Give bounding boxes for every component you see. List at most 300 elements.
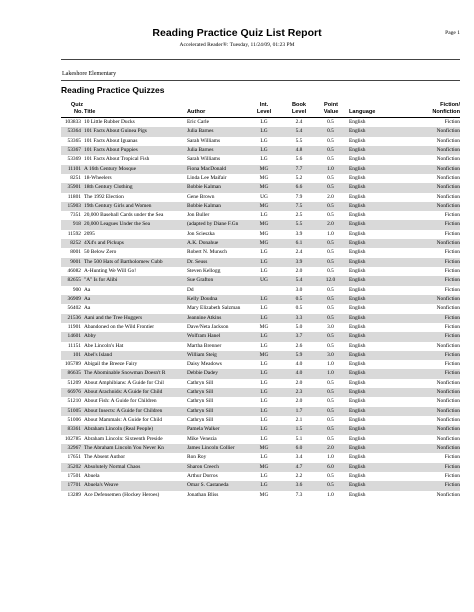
language-cell: English xyxy=(349,323,366,330)
point-value-cell: 0.5 xyxy=(327,174,334,181)
author-cell: Sarah Williams xyxy=(187,137,221,144)
title-cell: About Arachnids: A Guide for Child xyxy=(84,389,163,396)
language-cell: English xyxy=(349,417,366,423)
point-value-cell: 0.5 xyxy=(327,128,334,135)
book-level-cell: 5.5 xyxy=(295,137,303,144)
fiction-cell: Fiction xyxy=(444,286,460,293)
book-level-cell: 2.5 xyxy=(295,212,303,219)
table-row xyxy=(61,174,460,183)
point-value-cell: 2.0 xyxy=(327,193,334,200)
int-level-cell: LG xyxy=(260,342,268,349)
point-value-cell: 0.5 xyxy=(327,398,334,405)
quiz-table xyxy=(61,95,460,500)
author-cell: Robert N. Munsch xyxy=(187,249,227,256)
language-cell: English xyxy=(349,146,366,153)
fiction-cell: Fiction xyxy=(444,212,460,219)
int-level-cell: LG xyxy=(260,295,268,302)
author-cell: Linda Lee Maifair xyxy=(187,174,227,181)
author-cell: Kelly Doudna xyxy=(187,295,218,302)
table-row xyxy=(61,193,460,202)
author-cell: Gene Brown xyxy=(187,193,215,200)
language-cell: English xyxy=(349,491,366,498)
fiction-cell: Fiction xyxy=(444,230,460,237)
int-level-cell: LG xyxy=(260,379,268,386)
table-row xyxy=(61,211,460,220)
fiction-cell: Fiction xyxy=(444,361,460,368)
quiz-no-cell: 9001 xyxy=(70,258,81,265)
quiz-no-cell: 82655 xyxy=(67,277,81,284)
int-level-cell: MG xyxy=(259,463,269,470)
int-level-cell: LG xyxy=(260,482,268,489)
fiction-cell: Fiction xyxy=(444,314,460,321)
fiction-cell: Nonfiction xyxy=(436,389,460,396)
table-row xyxy=(61,491,460,500)
author-cell: Debbie Dadey xyxy=(187,370,218,377)
table-row xyxy=(61,230,460,239)
title-cell: 2095 xyxy=(84,230,95,237)
language-cell: English xyxy=(349,389,366,396)
author-cell: Fiona MacDonald xyxy=(187,165,227,172)
int-level-cell: LG xyxy=(260,212,268,219)
table-row xyxy=(61,127,460,136)
author-cell: Daisy Meadows xyxy=(187,361,222,368)
point-value-cell: 3.0 xyxy=(327,351,334,358)
table-row xyxy=(61,248,460,257)
quiz-no-cell: 8001 xyxy=(70,249,81,256)
quiz-no-cell: 17501 xyxy=(67,472,81,479)
author-cell: Bobbie Kalman xyxy=(187,202,221,209)
author-cell: Cathryn Sill xyxy=(187,407,214,414)
author-cell: Jonathan Bliss xyxy=(187,491,219,498)
int-level-cell: LG xyxy=(260,314,268,321)
quiz-no-cell: 86635 xyxy=(67,370,81,377)
title-cell: The Absent Author xyxy=(84,454,126,461)
quiz-no-cell: 83361 xyxy=(67,426,81,433)
report-subtitle: Accelerated Reader®: Tuesday, 11/24/09, 01:23 PM xyxy=(179,42,295,48)
book-level-cell: 6.0 xyxy=(295,444,303,451)
title-cell: Aani and the Tree Huggers xyxy=(84,314,143,321)
point-value-cell: 0.5 xyxy=(327,389,334,396)
point-value-cell: 0.5 xyxy=(327,258,334,265)
quiz-no-cell: 900 xyxy=(72,286,81,293)
quiz-no-cell: 17701 xyxy=(67,482,81,489)
int-level-cell: LG xyxy=(260,128,268,135)
language-cell: English xyxy=(349,454,366,461)
quiz-no-cell: 101 xyxy=(72,351,81,358)
title-cell: Abuela xyxy=(84,472,100,479)
fiction-cell: Nonfiction xyxy=(436,435,460,442)
table-row xyxy=(61,276,460,285)
col-quiz-no: Quiz No. xyxy=(70,102,83,115)
int-level-cell: LG xyxy=(260,119,268,125)
table-row xyxy=(61,379,460,388)
quiz-no-cell: 53365 xyxy=(67,137,81,144)
table-row xyxy=(61,220,460,229)
table-row xyxy=(61,388,460,397)
fiction-cell: Nonfiction xyxy=(436,398,460,405)
book-level-cell: 3.7 xyxy=(295,333,303,340)
table-header xyxy=(61,95,460,117)
fiction-cell: Nonfiction xyxy=(436,444,460,451)
fiction-cell: Nonfiction xyxy=(436,426,460,433)
int-level-cell: LG xyxy=(260,407,268,414)
page-number: Page 1 xyxy=(445,30,460,36)
table-row xyxy=(61,453,460,462)
table-row xyxy=(61,258,460,267)
author-cell: (adapted by Diane F.Gn xyxy=(187,221,239,228)
book-level-cell: 5.4 xyxy=(295,277,303,284)
quiz-no-cell: 103833 xyxy=(64,119,81,125)
fiction-cell: Nonfiction xyxy=(436,305,460,312)
point-value-cell: 0.5 xyxy=(327,295,334,302)
fiction-cell: Nonfiction xyxy=(436,407,460,414)
title-cell: About Mammals: A Guide for Child xyxy=(84,417,163,423)
language-cell: English xyxy=(349,212,366,219)
author-cell: Pamela Walker xyxy=(187,426,220,433)
language-cell: English xyxy=(349,193,366,200)
table-row xyxy=(61,360,460,369)
int-level-cell: LG xyxy=(260,156,268,163)
int-level-cell: MG xyxy=(259,174,269,181)
table-row xyxy=(61,137,460,146)
fiction-cell: Fiction xyxy=(444,370,460,377)
title-cell: 18th Century Clothing xyxy=(84,184,133,191)
language-cell: English xyxy=(349,202,366,209)
author-cell: Sue Grafton xyxy=(187,277,214,284)
table-row xyxy=(61,332,460,341)
point-value-cell: 0.5 xyxy=(327,305,334,312)
book-level-cell: 2.2 xyxy=(295,472,303,479)
int-level-cell: LG xyxy=(260,333,268,340)
point-value-cell: 0.5 xyxy=(327,249,334,256)
fiction-cell: Fiction xyxy=(444,277,460,284)
table-row xyxy=(61,323,460,332)
fiction-cell: Nonfiction xyxy=(436,491,460,498)
point-value-cell: 0.5 xyxy=(327,184,334,191)
language-cell: English xyxy=(349,305,366,312)
quiz-no-cell: 56402 xyxy=(67,305,81,312)
table-row xyxy=(61,425,460,434)
table-row xyxy=(61,351,460,360)
point-value-cell: 1.0 xyxy=(327,165,334,172)
fiction-cell: Fiction xyxy=(444,323,460,330)
quiz-no-cell: 11151 xyxy=(67,342,81,349)
col-author: Author xyxy=(187,108,206,115)
title-cell: 4X4's and Pickups xyxy=(84,240,124,247)
language-cell: English xyxy=(349,426,366,433)
point-value-cell: 0.5 xyxy=(327,314,334,321)
author-cell: Sharon Creech xyxy=(187,463,219,470)
book-level-cell: 2.3 xyxy=(295,389,303,396)
table-row xyxy=(61,118,460,127)
quiz-no-cell: 53364 xyxy=(67,128,81,135)
int-level-cell: LG xyxy=(260,417,268,423)
language-cell: English xyxy=(349,351,366,358)
quiz-no-cell: 11592 xyxy=(67,230,81,237)
section-title: Reading Practice Quizzes xyxy=(61,85,165,95)
title-cell: 20,000 Baseball Cards under the Sea xyxy=(84,212,164,219)
author-cell: Julia Barnes xyxy=(187,128,214,135)
author-cell: A.K. Donahue xyxy=(187,240,219,247)
title-cell: Ace Defensemen (Hockey Heroes) xyxy=(84,491,160,498)
table-row xyxy=(61,267,460,276)
title-cell: 10 Little Rubber Ducks xyxy=(84,119,135,125)
fiction-cell: Nonfiction xyxy=(436,193,460,200)
fiction-cell: Fiction xyxy=(444,119,460,125)
point-value-cell: 1.0 xyxy=(327,230,334,237)
language-cell: English xyxy=(349,258,366,265)
table-row xyxy=(61,183,460,192)
title-cell: Aa xyxy=(84,295,91,302)
book-level-cell: 7.5 xyxy=(295,202,303,209)
title-cell: Absolutely Normal Chaos xyxy=(84,463,141,470)
author-cell: Jon Buller xyxy=(187,212,210,219)
title-cell: Abby xyxy=(84,333,96,340)
point-value-cell: 0.5 xyxy=(327,426,334,433)
fiction-cell: Fiction xyxy=(444,221,460,228)
language-cell: English xyxy=(349,398,366,405)
quiz-no-cell: 918 xyxy=(72,221,81,228)
table-row xyxy=(61,342,460,351)
book-level-cell: 2.6 xyxy=(295,342,303,349)
book-level-cell: 5.9 xyxy=(295,351,303,358)
author-cell: Dr. Seuss xyxy=(187,258,208,265)
book-level-cell: 2.1 xyxy=(295,417,303,423)
quiz-no-cell: 51209 xyxy=(67,379,81,386)
int-level-cell: MG xyxy=(259,202,269,209)
book-level-cell: 5.1 xyxy=(295,435,303,442)
language-cell: English xyxy=(349,268,366,274)
book-level-cell: 2.4 xyxy=(295,119,303,125)
title-cell: "A" Is for Alibi xyxy=(84,277,118,284)
point-value-cell: 1.0 xyxy=(327,454,334,461)
quiz-no-cell: 7351 xyxy=(70,212,81,219)
book-level-cell: 0.5 xyxy=(295,305,303,312)
fiction-cell: Fiction xyxy=(444,351,460,358)
school-name: Lakeshore Elementary xyxy=(62,71,117,77)
book-level-cell: 1.7 xyxy=(295,407,303,414)
language-cell: English xyxy=(349,463,366,470)
quiz-no-cell: 17651 xyxy=(67,454,81,461)
int-level-cell: LG xyxy=(260,258,268,265)
int-level-cell: LG xyxy=(260,454,268,461)
int-level-cell: LG xyxy=(260,426,268,433)
point-value-cell: 0.5 xyxy=(327,137,334,144)
author-cell: Jon Scieszka xyxy=(187,230,215,237)
fiction-cell: Fiction xyxy=(444,249,460,256)
title-cell: 101 Facts About Guinea Pigs xyxy=(84,128,147,135)
title-cell: 20,000 Leagues Under the Sea xyxy=(84,221,151,228)
language-cell: English xyxy=(349,379,366,386)
point-value-cell: 0.5 xyxy=(327,333,334,340)
author-cell: Cathryn Sill xyxy=(187,417,214,423)
book-level-cell: 2.0 xyxy=(295,268,303,274)
table-row xyxy=(61,416,460,425)
book-level-cell: 2.4 xyxy=(295,249,303,256)
book-level-cell: 6.1 xyxy=(295,240,303,247)
author-cell: Steven Kellogg xyxy=(187,268,221,274)
book-level-cell: 7.9 xyxy=(295,193,303,200)
author-cell: Mike Venezia xyxy=(187,435,217,442)
author-cell: Dave/Neta Jackson xyxy=(187,323,229,330)
fiction-cell: Nonfiction xyxy=(436,342,460,349)
fiction-cell: Fiction xyxy=(444,454,460,461)
table-row xyxy=(61,481,460,490)
book-level-cell: 3.0 xyxy=(295,286,303,293)
language-cell: English xyxy=(349,119,366,125)
table-row xyxy=(61,369,460,378)
author-cell: James Lincoln Collier xyxy=(187,444,235,451)
fiction-cell: Fiction xyxy=(444,333,460,340)
title-cell: Abel's Island xyxy=(84,351,113,358)
fiction-cell: Nonfiction xyxy=(436,240,460,247)
book-level-cell: 5.6 xyxy=(295,156,303,163)
table-row xyxy=(61,286,460,295)
title-cell: 101 Facts About Tropical Fish xyxy=(84,156,150,163)
language-cell: English xyxy=(349,230,366,237)
title-cell: 18-Wheelers xyxy=(84,174,112,181)
language-cell: English xyxy=(349,435,366,442)
fiction-cell: Nonfiction xyxy=(436,128,460,135)
author-cell: Dd xyxy=(187,286,194,293)
language-cell: English xyxy=(349,472,366,479)
book-level-cell: 5.5 xyxy=(295,221,303,228)
col-title: Title xyxy=(84,108,96,115)
point-value-cell: 0.5 xyxy=(327,202,334,209)
table-row xyxy=(61,295,460,304)
int-level-cell: MG xyxy=(259,230,269,237)
fiction-cell: Fiction xyxy=(444,463,460,470)
point-value-cell: 1.0 xyxy=(327,491,334,498)
title-cell: Aa xyxy=(84,305,91,312)
table-row xyxy=(61,304,460,313)
quiz-no-cell: 51005 xyxy=(67,407,81,414)
int-level-cell: MG xyxy=(259,165,269,172)
int-level-cell: MG xyxy=(259,184,269,191)
book-level-cell: 3.9 xyxy=(295,230,303,237)
header-divider xyxy=(61,59,460,60)
book-level-cell: 3.6 xyxy=(295,482,303,489)
point-value-cell: 0.5 xyxy=(327,119,334,125)
quiz-no-cell: 51006 xyxy=(67,417,81,423)
fiction-cell: Nonfiction xyxy=(436,146,460,153)
fiction-cell: Nonfiction xyxy=(436,295,460,302)
int-level-cell: LG xyxy=(260,268,268,274)
fiction-cell: Fiction xyxy=(444,258,460,265)
title-cell: 50 Below Zero xyxy=(84,249,117,256)
title-cell: The 500 Hats of Bartholomew Cubb xyxy=(84,258,163,265)
title-cell: About Amphibians: A Guide for Chil xyxy=(84,379,164,386)
point-value-cell: 0.5 xyxy=(327,286,334,293)
table-row xyxy=(61,165,460,174)
int-level-cell: LG xyxy=(260,435,268,442)
quiz-no-cell: 46082 xyxy=(67,268,81,274)
point-value-cell: 3.0 xyxy=(327,323,334,330)
point-value-cell: 0.5 xyxy=(327,472,334,479)
quiz-no-cell: 8251 xyxy=(70,174,81,181)
point-value-cell: 6.0 xyxy=(327,463,334,470)
title-cell: Abigail the Breeze Fairy xyxy=(84,361,138,368)
book-level-cell: 3.4 xyxy=(295,454,303,461)
language-cell: English xyxy=(349,295,366,302)
author-cell: Cathryn Sill xyxy=(187,389,214,396)
author-cell: Arthur Dorros xyxy=(187,472,218,479)
fiction-cell: Nonfiction xyxy=(436,184,460,191)
language-cell: English xyxy=(349,137,366,144)
book-level-cell: 3.9 xyxy=(295,258,303,265)
language-cell: English xyxy=(349,184,366,191)
language-cell: English xyxy=(349,277,366,284)
title-cell: The Abominable Snowman Doesn't R xyxy=(84,370,166,377)
table-row xyxy=(61,314,460,323)
quiz-no-cell: 53367 xyxy=(67,146,81,153)
language-cell: English xyxy=(349,342,366,349)
language-cell: English xyxy=(349,156,366,163)
fiction-cell: Nonfiction xyxy=(436,417,460,423)
language-cell: English xyxy=(349,286,366,293)
author-cell: Cathryn Sill xyxy=(187,379,214,386)
fiction-cell: Nonfiction xyxy=(436,379,460,386)
language-cell: English xyxy=(349,240,366,247)
book-level-cell: 7.3 xyxy=(295,491,303,498)
title-cell: A-Hunting We Will Go! xyxy=(84,268,137,274)
int-level-cell: LG xyxy=(260,137,268,144)
table-row xyxy=(61,202,460,211)
point-value-cell: 2.0 xyxy=(327,221,334,228)
quiz-no-cell: 36909 xyxy=(67,295,81,302)
table-row xyxy=(61,435,460,444)
point-value-cell: 0.5 xyxy=(327,240,334,247)
table-body xyxy=(61,118,460,500)
fiction-cell: Fiction xyxy=(444,472,460,479)
quiz-no-cell: 11801 xyxy=(67,193,81,200)
int-level-cell: UG xyxy=(260,277,268,284)
language-cell: English xyxy=(349,333,366,340)
title-cell: Abandoned on the Wild Frontier xyxy=(84,323,155,330)
table-row xyxy=(61,397,460,406)
quiz-no-cell: 35901 xyxy=(67,184,81,191)
point-value-cell: 0.5 xyxy=(327,212,334,219)
language-cell: English xyxy=(349,407,366,414)
language-cell: English xyxy=(349,482,366,489)
quiz-no-cell: 21536 xyxy=(67,314,81,321)
author-cell: Omar S. Castaneda xyxy=(187,482,229,489)
book-level-cell: 0.5 xyxy=(295,295,303,302)
language-cell: English xyxy=(349,444,366,451)
title-cell: 19th Century Girls and Women xyxy=(84,202,152,209)
language-cell: English xyxy=(349,249,366,256)
language-cell: English xyxy=(349,128,366,135)
title-cell: Abraham Lincoln: Sixteenth Preside xyxy=(84,435,163,442)
quiz-no-cell: 32967 xyxy=(67,444,81,451)
language-cell: English xyxy=(349,361,366,368)
point-value-cell: 0.5 xyxy=(327,268,334,274)
title-cell: The Abraham Lincoln You Never Kn xyxy=(84,444,164,451)
title-cell: 101 Facts About Puppies xyxy=(84,146,138,153)
book-level-cell: 4.7 xyxy=(295,463,303,470)
book-level-cell: 4.0 xyxy=(295,370,303,377)
author-cell: Eric Carle xyxy=(187,119,209,125)
table-row xyxy=(61,239,460,248)
author-cell: Sarah Williams xyxy=(187,156,221,163)
point-value-cell: 0.5 xyxy=(327,156,334,163)
book-level-cell: 5.0 xyxy=(295,323,303,330)
book-level-cell: 5.4 xyxy=(295,128,303,135)
table-row xyxy=(61,407,460,416)
title-cell: 101 Facts About Iguanas xyxy=(84,137,138,144)
quiz-no-cell: 35202 xyxy=(67,463,81,470)
table-row xyxy=(61,472,460,481)
